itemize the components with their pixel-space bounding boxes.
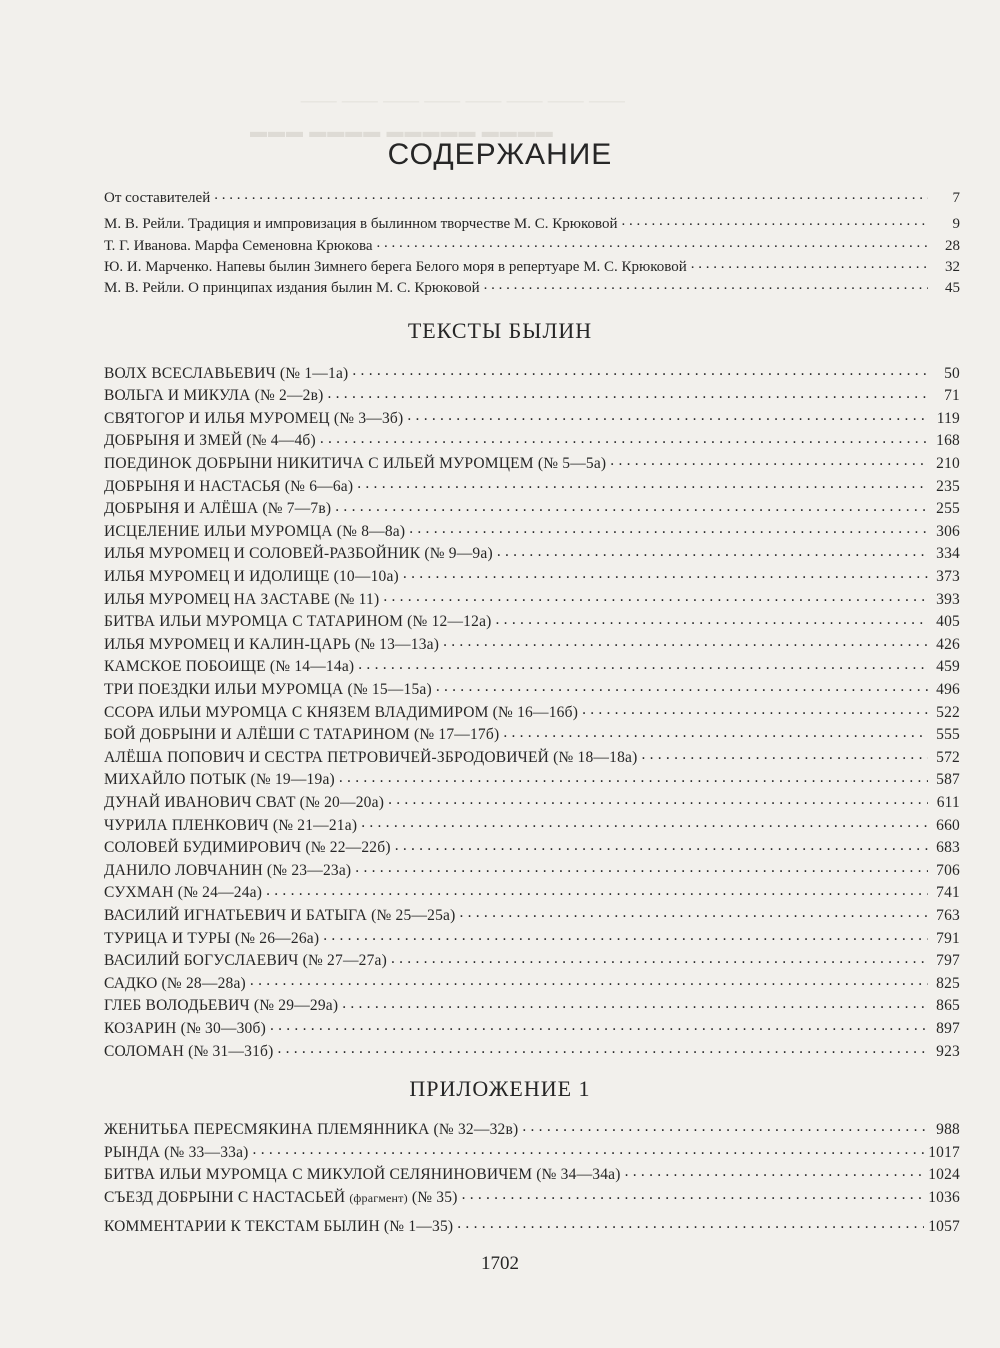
leader-dots [459,904,928,920]
toc-entry-title: АЛЁША ПОПОВИЧ И СЕСТРА ПЕТРОВИЧЕЙ-ЗБРОДОВИЧЕЙ (№ 18—18а) [104,748,638,766]
toc-entry[interactable] [104,1186,960,1207]
toc-entry-title: ВОЛЬГА И МИКУЛА (№ 2—2в) [104,387,324,405]
leader-dots [342,995,928,1011]
toc-entry-page: 50 [944,364,960,382]
toc-entry-page: 7 [952,190,960,206]
leader-dots [522,1118,928,1134]
toc-entry[interactable] [104,565,960,586]
leader-dots [355,859,928,875]
toc-entry[interactable] [104,1040,960,1061]
toc-entry-page: 32 [945,259,960,275]
toc-entry-title-main: СЪЕЗД ДОБРЫНИ С НАСТАСЬЕЙ [104,1188,346,1206]
show-through-heading: ▬▬▬ ▬▬▬▬ ▬▬▬▬▬ ▬▬▬▬ [250,122,554,141]
toc-entry-page: 9 [952,216,960,232]
toc-entry[interactable] [104,972,960,993]
toc-entry-page: 923 [936,1042,960,1060]
leader-dots [409,520,928,536]
toc-entry[interactable] [104,1141,960,1162]
toc-entry-page: 897 [936,1019,960,1037]
leader-dots [496,611,928,627]
toc-entry-title: От составителей [104,190,211,206]
toc-entry[interactable] [104,498,960,519]
toc-entry[interactable] [104,1118,960,1139]
toc-entry-title: КАМСКОЕ ПОБОИЩЕ (№ 14—14а) [104,658,355,676]
toc-entry-title: ДУНАЙ ИВАНОВИЧ СВАТ (№ 20—20а) [104,793,385,811]
toc-entry[interactable] [104,950,960,971]
toc-entry-page: 28 [945,238,960,254]
toc-entry[interactable] [104,187,960,207]
toc-entry-page: 393 [936,590,960,608]
toc-entry-page: 587 [936,771,960,789]
toc-entry-title: ЖЕНИТЬБА ПЕРЕСМЯКИНА ПЛЕМЯННИКА (№ 32—32в) [104,1120,519,1138]
section-heading-texts: ТЕКСТЫ БЫЛИН [407,318,593,343]
toc-entry-page: 660 [936,816,960,834]
leader-dots [497,543,928,559]
toc-entry-title: ССОРА ИЛЬИ МУРОМЦА С КНЯЗЕМ ВЛАДИМИРОМ (№ 16—16б) [104,703,579,721]
toc-entry-title: ТУРИЦА И ТУРЫ (№ 26—26а) [104,929,320,947]
toc-entry-page: 791 [936,929,960,947]
toc-entry[interactable] [104,882,960,903]
leader-dots [361,814,928,830]
toc-entry-page: 797 [936,952,960,970]
toc-entry-title: ИЛЬЯ МУРОМЕЦ И КАЛИН-ЦАРЬ (№ 13—13а) [104,635,440,653]
leader-dots [622,213,928,228]
toc-entry-title: Ю. И. Марченко. Напевы былин Зимнего берега Белого моря в репертуаре М. С. Крюковой [104,259,687,275]
toc-entry[interactable] [104,656,960,677]
toc-entry[interactable] [104,837,960,858]
leader-dots [277,1040,928,1056]
toc-entry-title: ЧУРИЛА ПЛЕНКОВИЧ (№ 21—21а) [104,816,358,834]
toc-entry-title: МИХАЙЛО ПОТЫК (№ 19—19а) [104,771,335,789]
leader-dots [357,475,928,491]
leader-dots [395,837,928,853]
toc-entry-title: М. В. Рейли. Традиция и импровизация в былинном творчестве М. С. Крюковой [104,216,618,232]
toc-entry-page: 235 [936,477,960,495]
toc-entry[interactable] [104,769,960,790]
leader-dots [391,950,928,966]
toc-entry-title: САДКО (№ 28—28а) [104,974,246,992]
page-title: СОДЕРЖАНИЕ [387,138,613,171]
toc-entry[interactable] [104,814,960,835]
toc-entry-page: 306 [936,522,960,540]
toc-entry-page: 825 [936,974,960,992]
toc-entry-page: 706 [936,861,960,879]
toc-entry[interactable] [104,407,960,428]
toc-entry-page: 572 [936,748,960,766]
page-number: 1702 [481,1253,519,1274]
toc-entry-title: СОЛОВЕЙ БУДИМИРОВИЧ (№ 22—22б) [104,839,391,857]
leader-dots [253,1141,925,1157]
toc-entry-title: СВЯТОГОР И ИЛЬЯ МУРОМЕЦ (№ 3—3б) [104,409,404,427]
leader-dots [691,256,928,271]
toc-entry[interactable] [104,475,960,496]
toc-entry[interactable] [104,791,960,812]
leader-dots [641,746,928,762]
toc-entry-title: ИСЦЕЛЕНИЕ ИЛЬИ МУРОМЦА (№ 8—8а) [104,522,406,540]
leader-dots [266,882,928,898]
toc-entry[interactable] [104,611,960,632]
leader-dots [403,565,928,581]
toc-entry[interactable] [104,385,960,406]
toc-entry[interactable] [104,256,960,276]
toc-entry-title [104,1189,458,1207]
toc-entry-title-tail: (№ 35) [411,1188,458,1206]
toc-entry-title: ВАСИЛИЙ ИГНАТЬЕВИЧ И БАТЫГА (№ 25—25а) [104,906,456,924]
toc-entry-title: БОЙ ДОБРЫНИ И АЛЁШИ С ТАТАРИНОМ (№ 17—17б) [104,726,500,744]
toc-entry-page: 683 [936,839,960,857]
toc-entry[interactable] [104,588,960,609]
toc-entry-title: КОЗАРИН (№ 30—30б) [104,1019,266,1037]
leader-dots [582,701,928,717]
toc-entry[interactable] [104,430,960,451]
toc-entry-page: 611 [936,793,960,811]
toc-entry-page: 168 [936,432,960,450]
toc-entry-page: 426 [936,635,960,653]
leader-dots [214,187,928,202]
toc-entry[interactable] [104,724,960,745]
toc-entry[interactable] [104,1017,960,1038]
show-through-running-head: ⸻ ⸻ ⸻ ⸻ ⸻ ⸻ ⸻ ⸻ [300,94,626,110]
toc-entry-page: 373 [936,567,960,585]
leader-dots [457,1215,924,1231]
toc-entry[interactable] [104,1163,960,1184]
toc-entry-page: 1036 [928,1188,960,1206]
toc-entry-title: СУХМАН (№ 24—24а) [104,884,263,902]
toc-entry-commentary[interactable] [104,1215,960,1236]
leader-dots [250,972,928,988]
toc-entry-title: ПОЕДИНОК ДОБРЫНИ НИКИТИЧА С ИЛЬЕЙ МУРОМЦЕМ (№ 5—5а) [104,454,607,472]
leader-dots [610,452,928,468]
toc-entry-title: ГЛЕБ ВОЛОДЬЕВИЧ (№ 29—29а) [104,997,339,1015]
toc-entry-page: 45 [945,280,960,296]
leader-dots [388,791,928,807]
leader-dots [436,678,928,694]
toc-entry-title: СОЛОМАН (№ 31—31б) [104,1042,274,1060]
toc-entry-title: Т. Г. Иванова. Марфа Семеновна Крюкова [104,238,373,254]
toc-entry-page: 865 [936,997,960,1015]
toc-entry-page: 741 [936,884,960,902]
toc-entry[interactable] [104,235,960,255]
toc-entry[interactable] [104,927,960,948]
toc-entry-title: ТРИ ПОЕЗДКИ ИЛЬИ МУРОМЦА (№ 15—15а) [104,680,432,698]
toc-entry-page: 522 [936,703,960,721]
toc-entry-title: М. В. Рейли. О принципах издания былин М. С. Крюковой [104,280,480,296]
toc-entry[interactable] [104,859,960,880]
toc-entry[interactable] [104,362,960,383]
leader-dots [462,1186,925,1202]
toc-entry-page: 405 [936,613,960,631]
leader-dots [335,498,928,514]
leader-dots [320,430,928,446]
toc-entry-page: 210 [936,454,960,472]
toc-entry-page: 1017 [928,1143,960,1161]
toc-entry-title-note: (фрагмент) [349,1190,408,1205]
leader-dots [323,927,928,943]
leader-dots [377,235,928,250]
toc-entry-page: 1057 [928,1217,960,1235]
toc-entry-page: 119 [936,409,960,427]
leader-dots [503,724,928,740]
toc-entry-page: 71 [944,387,960,405]
toc-entry-title: ИЛЬЯ МУРОМЕЦ И СОЛОВЕЙ-РАЗБОЙНИК (№ 9—9а) [104,545,493,563]
leader-dots [270,1017,928,1033]
toc-entry[interactable] [104,746,960,767]
toc-entry[interactable] [104,543,960,564]
leader-dots [407,407,928,423]
toc-entry[interactable] [104,520,960,541]
leader-dots [339,769,928,785]
toc-entry[interactable] [104,995,960,1016]
leader-dots [484,277,928,292]
leader-dots [352,362,928,378]
leader-dots [358,656,928,672]
toc-entry-title: ДОБРЫНЯ И ЗМЕЙ (№ 4—4б) [104,432,316,450]
toc-entry[interactable] [104,633,960,654]
toc-entry-page: 555 [936,726,960,744]
toc-entry-title: ВАСИЛИЙ БОГУСЛАЕВИЧ (№ 27—27а) [104,952,387,970]
toc-entry-page: 763 [936,906,960,924]
toc-entry[interactable] [104,452,960,473]
toc-entry-title: ИЛЬЯ МУРОМЕЦ НА ЗАСТАВЕ (№ 11) [104,590,380,608]
section-heading-appendix: ПРИЛОЖЕНИЕ 1 [409,1076,591,1101]
toc-entry-page: 1024 [928,1165,960,1183]
toc-entry-title: ДАНИЛО ЛОВЧАНИН (№ 23—23а) [104,861,352,879]
leader-dots [625,1163,925,1179]
toc-entry-page: 334 [936,545,960,563]
toc-entry-title: КОММЕНТАРИИ К ТЕКСТАМ БЫЛИН (№ 1—35) [104,1217,454,1235]
leader-dots [328,385,929,401]
leader-dots [443,633,928,649]
toc-entry-title: ИЛЬЯ МУРОМЕЦ И ИДОЛИЩЕ (10—10а) [104,567,399,585]
leader-dots [383,588,928,604]
toc-entry-title: БИТВА ИЛЬИ МУРОМЦА С МИКУЛОЙ СЕЛЯНИНОВИЧЕМ (№ 34—34а) [104,1165,621,1183]
toc-entry-title: РЫНДА (№ 33—33а) [104,1143,249,1161]
toc-entry-title: ВОЛХ ВСЕСЛАВЬЕВИЧ (№ 1—1а) [104,364,349,382]
toc-entry[interactable] [104,678,960,699]
toc-entry-page: 255 [936,500,960,518]
toc-entry[interactable] [104,213,960,233]
toc-entry[interactable] [104,277,960,297]
toc-entry[interactable] [104,701,960,722]
toc-entry-title: ДОБРЫНЯ И НАСТАСЬЯ (№ 6—6а) [104,477,354,495]
toc-entry[interactable] [104,904,960,925]
toc-entry-title: ДОБРЫНЯ И АЛЁША (№ 7—7в) [104,500,332,518]
toc-entry-page: 459 [936,658,960,676]
toc-entry-page: 496 [936,680,960,698]
toc-entry-title: БИТВА ИЛЬИ МУРОМЦА С ТАТАРИНОМ (№ 12—12а) [104,613,492,631]
toc-entry-page: 988 [936,1120,960,1138]
